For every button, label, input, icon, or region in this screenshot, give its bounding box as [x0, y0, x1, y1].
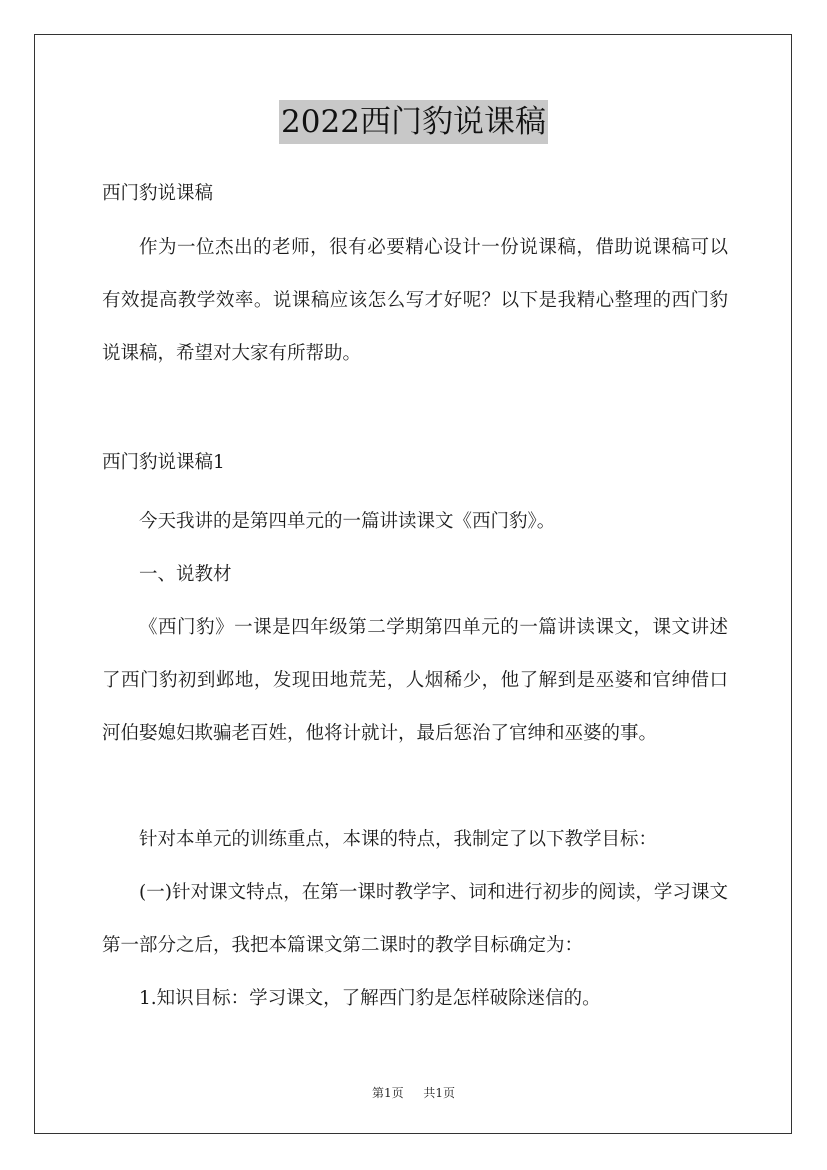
- page-number: 第1页: [372, 1086, 404, 1100]
- paragraph-textbook-summary: 《西门豹》一课是四年级第二学期第四单元的一篇讲读课文，课文讲述了西门豹初到邺地，发现田地荒芜，人烟稀少，他了解到是巫婆和官绅借口河伯娶媳妇欺骗老百姓，他将计就计，最后惩治了官绅和巫婆的事。: [102, 617, 728, 744]
- page-total: 共1页: [423, 1086, 455, 1100]
- page-footer: [0, 1084, 827, 1101]
- paragraph-teaching-goals: 针对本单元的训练重点，本课的特点，我制定了以下教学目标：: [139, 829, 658, 850]
- paragraph-knowledge-goal: 1.知识目标：学习课文，了解西门豹是怎样破除迷信的。: [139, 988, 601, 1009]
- heading-textbook: 一、说教材: [139, 564, 232, 585]
- paragraph-lesson-intro: 今天我讲的是第四单元的一篇讲读课文《西门豹》。: [139, 511, 556, 532]
- document-title: 2022西门豹说课稿: [279, 100, 548, 144]
- intro-paragraph: 作为一位杰出的老师，很有必要精心设计一份说课稿，借助说课稿可以有效提高教学效率。说课稿应该怎么写才好呢？以下是我精心整理的西门豹说课稿，希望对大家有所帮助。: [102, 237, 728, 364]
- title-wrap: [0, 100, 827, 144]
- paragraph-first-goal: (一)针对课文特点，在第一课时教学字、词和进行初步的阅读，学习课文第一部分之后，我把本篇课文第二课时的教学目标确定为：: [102, 882, 728, 956]
- document-subtitle: 西门豹说课稿: [102, 183, 214, 204]
- section-title: 西门豹说课稿1: [102, 452, 225, 473]
